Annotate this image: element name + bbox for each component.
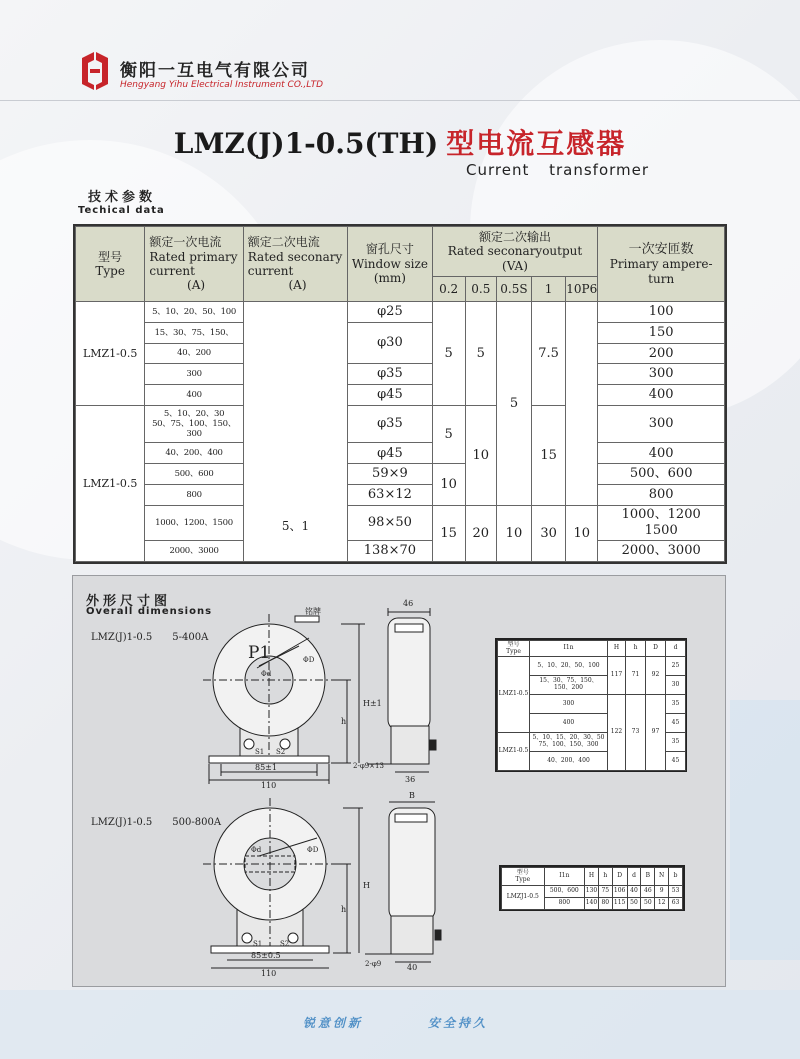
table-row [76, 302, 725, 323]
mini-value-cell: 35 [666, 733, 686, 752]
mini-value-cell: 12 [655, 898, 669, 910]
table-row [76, 364, 725, 385]
output-cell: 7.5 [532, 302, 566, 406]
mini-header: 型号 Type [498, 641, 530, 657]
mini-current-cell: 15、30、75、150、 150、200 [530, 676, 608, 695]
header-divider [0, 100, 800, 101]
mini-value-cell: 106 [612, 886, 627, 898]
mini-value-cell: 122 [608, 695, 626, 771]
current-cell: 5、10、20、50、100 [145, 302, 243, 323]
mini-header: D [612, 868, 627, 886]
window-cell: φ25 [348, 302, 432, 323]
fig1-dim-110: 110 [261, 781, 277, 790]
tech-heading-cn: 技术参数 [88, 190, 157, 205]
mini-value-cell: 130 [585, 886, 599, 898]
mini-header: B [641, 868, 655, 886]
mini-current-cell: 500、600 [544, 886, 584, 898]
mini-value-cell: 46 [641, 886, 655, 898]
table-row [76, 464, 725, 485]
fig2-d-small-label: Φd [251, 846, 262, 854]
fig2-side-view [365, 802, 441, 962]
fig1-p1-label: P1 [248, 643, 271, 663]
output-cell: 30 [532, 505, 566, 561]
tech-heading-en: Techical data [78, 205, 165, 216]
fig2-s2-label: S2 [280, 940, 290, 948]
output-cell: 20 [465, 505, 496, 561]
mini-header: I1n [544, 868, 584, 886]
current-cell: 5、10、20、30 50、75、100、150、300 [145, 405, 243, 442]
mini-current-cell: 5、10、20、50、100 [530, 657, 608, 676]
footer-slogan-1: 锐意创新 [303, 1016, 364, 1030]
fig2-h-total-label: H [363, 881, 370, 890]
window-cell: φ35 [348, 364, 432, 385]
dimension-drawings-panel [72, 575, 726, 987]
fig1-label: LMZ(J)1-0.5 5-400A [91, 632, 209, 643]
fig2-dim-b: B [409, 791, 415, 800]
fig2-s1-label: S1 [253, 940, 263, 948]
title-name-en: Current transformer [466, 161, 650, 179]
table-row [76, 443, 725, 464]
turns-cell: 300 [598, 364, 725, 385]
mini-current-cell: 300 [530, 695, 608, 714]
fig2-d-label: ΦD [307, 846, 319, 854]
header-secondary-output: 额定二次输出 Rated seconaryoutput (VA) [432, 227, 598, 277]
mini-header: h [626, 641, 646, 657]
fig1-h-label: h [341, 717, 347, 726]
company-name-cn: 衡阳一互电气有限公司 [120, 61, 310, 81]
mini-header: N [655, 868, 669, 886]
turns-cell: 300 [598, 405, 725, 442]
window-cell: 59×9 [348, 464, 432, 485]
mini-value-cell: 45 [666, 752, 686, 771]
turns-cell: 500、600 [598, 464, 725, 485]
mini-type-cell: LMZ1-0.5 [498, 657, 530, 733]
tech-data-table [73, 224, 727, 564]
mini-value-cell: 92 [646, 657, 666, 695]
header-class: 0.2 [432, 277, 465, 302]
fig1-holes-label: 2-φ9×13 [353, 762, 384, 770]
mini-value-cell: 63 [669, 898, 683, 910]
drawings-heading-cn: 外形尺寸图 [86, 594, 172, 609]
fig2-h-label: h [341, 905, 347, 914]
mini-type-cell: LMZJ1-0.5 [502, 886, 545, 910]
current-cell: 300 [145, 364, 243, 385]
turns-cell: 400 [598, 385, 725, 406]
header-secondary-current: 额定二次电流 Rated seconary current (A) [243, 227, 347, 302]
output-cell: 5 [432, 302, 465, 406]
output-cell: 5 [496, 302, 531, 506]
turns-cell: 800 [598, 485, 725, 506]
output-cell: 15 [532, 405, 566, 505]
current-cell: 40、200、400 [145, 443, 243, 464]
mini-value-cell: 115 [612, 898, 627, 910]
fig1-d-label: ΦD [303, 656, 315, 664]
header-class: 10P6 [566, 277, 598, 302]
footer-slogan-2: 安全持久 [428, 1016, 489, 1030]
fig2-dim-110: 110 [261, 969, 277, 978]
mini-header: 型号 Type [502, 868, 545, 886]
mini-header: h [598, 868, 612, 886]
mini-value-cell: 75 [598, 886, 612, 898]
table-row [76, 485, 725, 506]
fig2-label: LMZ(J)1-0.5 500-800A [91, 817, 222, 828]
window-cell: φ45 [348, 385, 432, 406]
mini-header: H [608, 641, 626, 657]
header-window-size: 窗孔尺寸 Window size (mm) [348, 227, 432, 302]
current-cell: 500、600 [145, 464, 243, 485]
mini-value-cell: 140 [585, 898, 599, 910]
header-type: 型号 Type [76, 227, 145, 302]
mini-value-cell: 30 [666, 676, 686, 695]
company-name-en: Hengyang Yihu Electrical Instrument CO.,LTD [120, 80, 324, 90]
mini-value-cell: 45 [666, 714, 686, 733]
turns-cell: 150 [598, 322, 725, 343]
header-class: 0.5 [465, 277, 496, 302]
fig1-h-total-label: H±1 [363, 699, 382, 708]
mini-value-cell: 73 [626, 695, 646, 771]
window-cell: 98×50 [348, 505, 432, 540]
drawings-heading-en: Overall dimensions [86, 606, 213, 617]
table-row [76, 322, 725, 343]
window-cell: φ30 [348, 322, 432, 364]
turns-cell: 1000、1200 1500 [598, 505, 725, 540]
background-panel [730, 700, 800, 960]
fig1-nameplate-label: 铭牌 [305, 607, 321, 616]
output-cell-empty [566, 302, 598, 506]
window-cell: φ45 [348, 443, 432, 464]
mini-current-cell: 400 [530, 714, 608, 733]
turns-cell: 2000、3000 [598, 541, 725, 562]
header-ampere-turn: 一次安匝数 Primary ampere-turn [598, 227, 725, 302]
title-model: LMZ(J)1-0.5(TH) [173, 127, 439, 160]
current-cell: 800 [145, 485, 243, 506]
output-cell: 5 [465, 302, 496, 406]
current-cell: 15、30、75、150、 [145, 322, 243, 343]
mini-type-cell: LMZ1-0.5 [498, 733, 530, 771]
mini-value-cell: 50 [641, 898, 655, 910]
mini-header: d [627, 868, 641, 886]
turns-cell: 200 [598, 343, 725, 364]
mini-current-cell: 800 [544, 898, 584, 910]
mini-header: b [669, 868, 683, 886]
fig1-d-small-label: Φd [261, 670, 272, 678]
mini-value-cell: 71 [626, 657, 646, 695]
header-class: 0.5S [496, 277, 531, 302]
output-cell: 5 [432, 405, 465, 463]
fig1-dim-36: 36 [405, 775, 416, 784]
mini-header: d [666, 641, 686, 657]
fig1-dim-85: 85±1 [255, 763, 277, 772]
page-title [0, 122, 800, 162]
window-cell: 138×70 [348, 541, 432, 562]
output-cell: 10 [566, 505, 598, 561]
mini-header: H [585, 868, 599, 886]
header-class: 1 [532, 277, 566, 302]
window-cell: φ35 [348, 405, 432, 442]
dimension-table-2 [499, 865, 685, 911]
company-logo [78, 52, 112, 90]
type-cell: LMZ1-0.5 [76, 405, 145, 561]
current-cell: 2000、3000 [145, 541, 243, 562]
output-cell: 10 [432, 464, 465, 506]
type-cell: LMZ1-0.5 [76, 302, 145, 406]
mini-value-cell: 9 [655, 886, 669, 898]
output-cell: 15 [432, 505, 465, 561]
mini-current-cell: 40、200、400 [530, 752, 608, 771]
mini-value-cell: 80 [598, 898, 612, 910]
table-row [76, 541, 725, 562]
mini-value-cell: 50 [627, 898, 641, 910]
mini-value-cell: 25 [666, 657, 686, 676]
header-primary-current: 额定一次电流 Rated primary current (A) [145, 227, 243, 302]
mini-header: I1n [530, 641, 608, 657]
background-panel [0, 990, 800, 1059]
dimension-table-1 [495, 638, 687, 772]
secondary-current-cell: 5、1 [243, 302, 347, 562]
current-cell: 1000、1200、1500 [145, 505, 243, 540]
fig1-s1-label: S1 [255, 748, 265, 756]
table-row [76, 385, 725, 406]
fig1-dim-46: 46 [403, 599, 414, 608]
output-cell: 10 [465, 405, 496, 505]
table-row [76, 505, 725, 540]
current-cell: 40、200 [145, 343, 243, 364]
fig2-dim-85: 85±0.5 [251, 951, 281, 960]
current-cell: 400 [145, 385, 243, 406]
mini-value-cell: 117 [608, 657, 626, 695]
table-row [76, 405, 725, 442]
mini-header: D [646, 641, 666, 657]
fig2-dim-40: 40 [407, 963, 418, 972]
mini-value-cell: 35 [666, 695, 686, 714]
fig2-holes-label: 2-φ9 [365, 960, 382, 968]
turns-cell: 400 [598, 443, 725, 464]
title-name-cn: 型电流互感器 [446, 127, 627, 160]
output-cell: 10 [496, 505, 531, 561]
window-cell: 63×12 [348, 485, 432, 506]
fig1-front-view [203, 614, 365, 784]
fig1-s2-label: S2 [276, 748, 286, 756]
turns-cell: 100 [598, 302, 725, 323]
mini-current-cell: 5、10、15、20、30、50 75、100、150、300 [530, 733, 608, 752]
mini-value-cell: 40 [627, 886, 641, 898]
fig1-side-view [367, 608, 436, 772]
mini-value-cell: 97 [646, 695, 666, 771]
mini-value-cell: 53 [669, 886, 683, 898]
